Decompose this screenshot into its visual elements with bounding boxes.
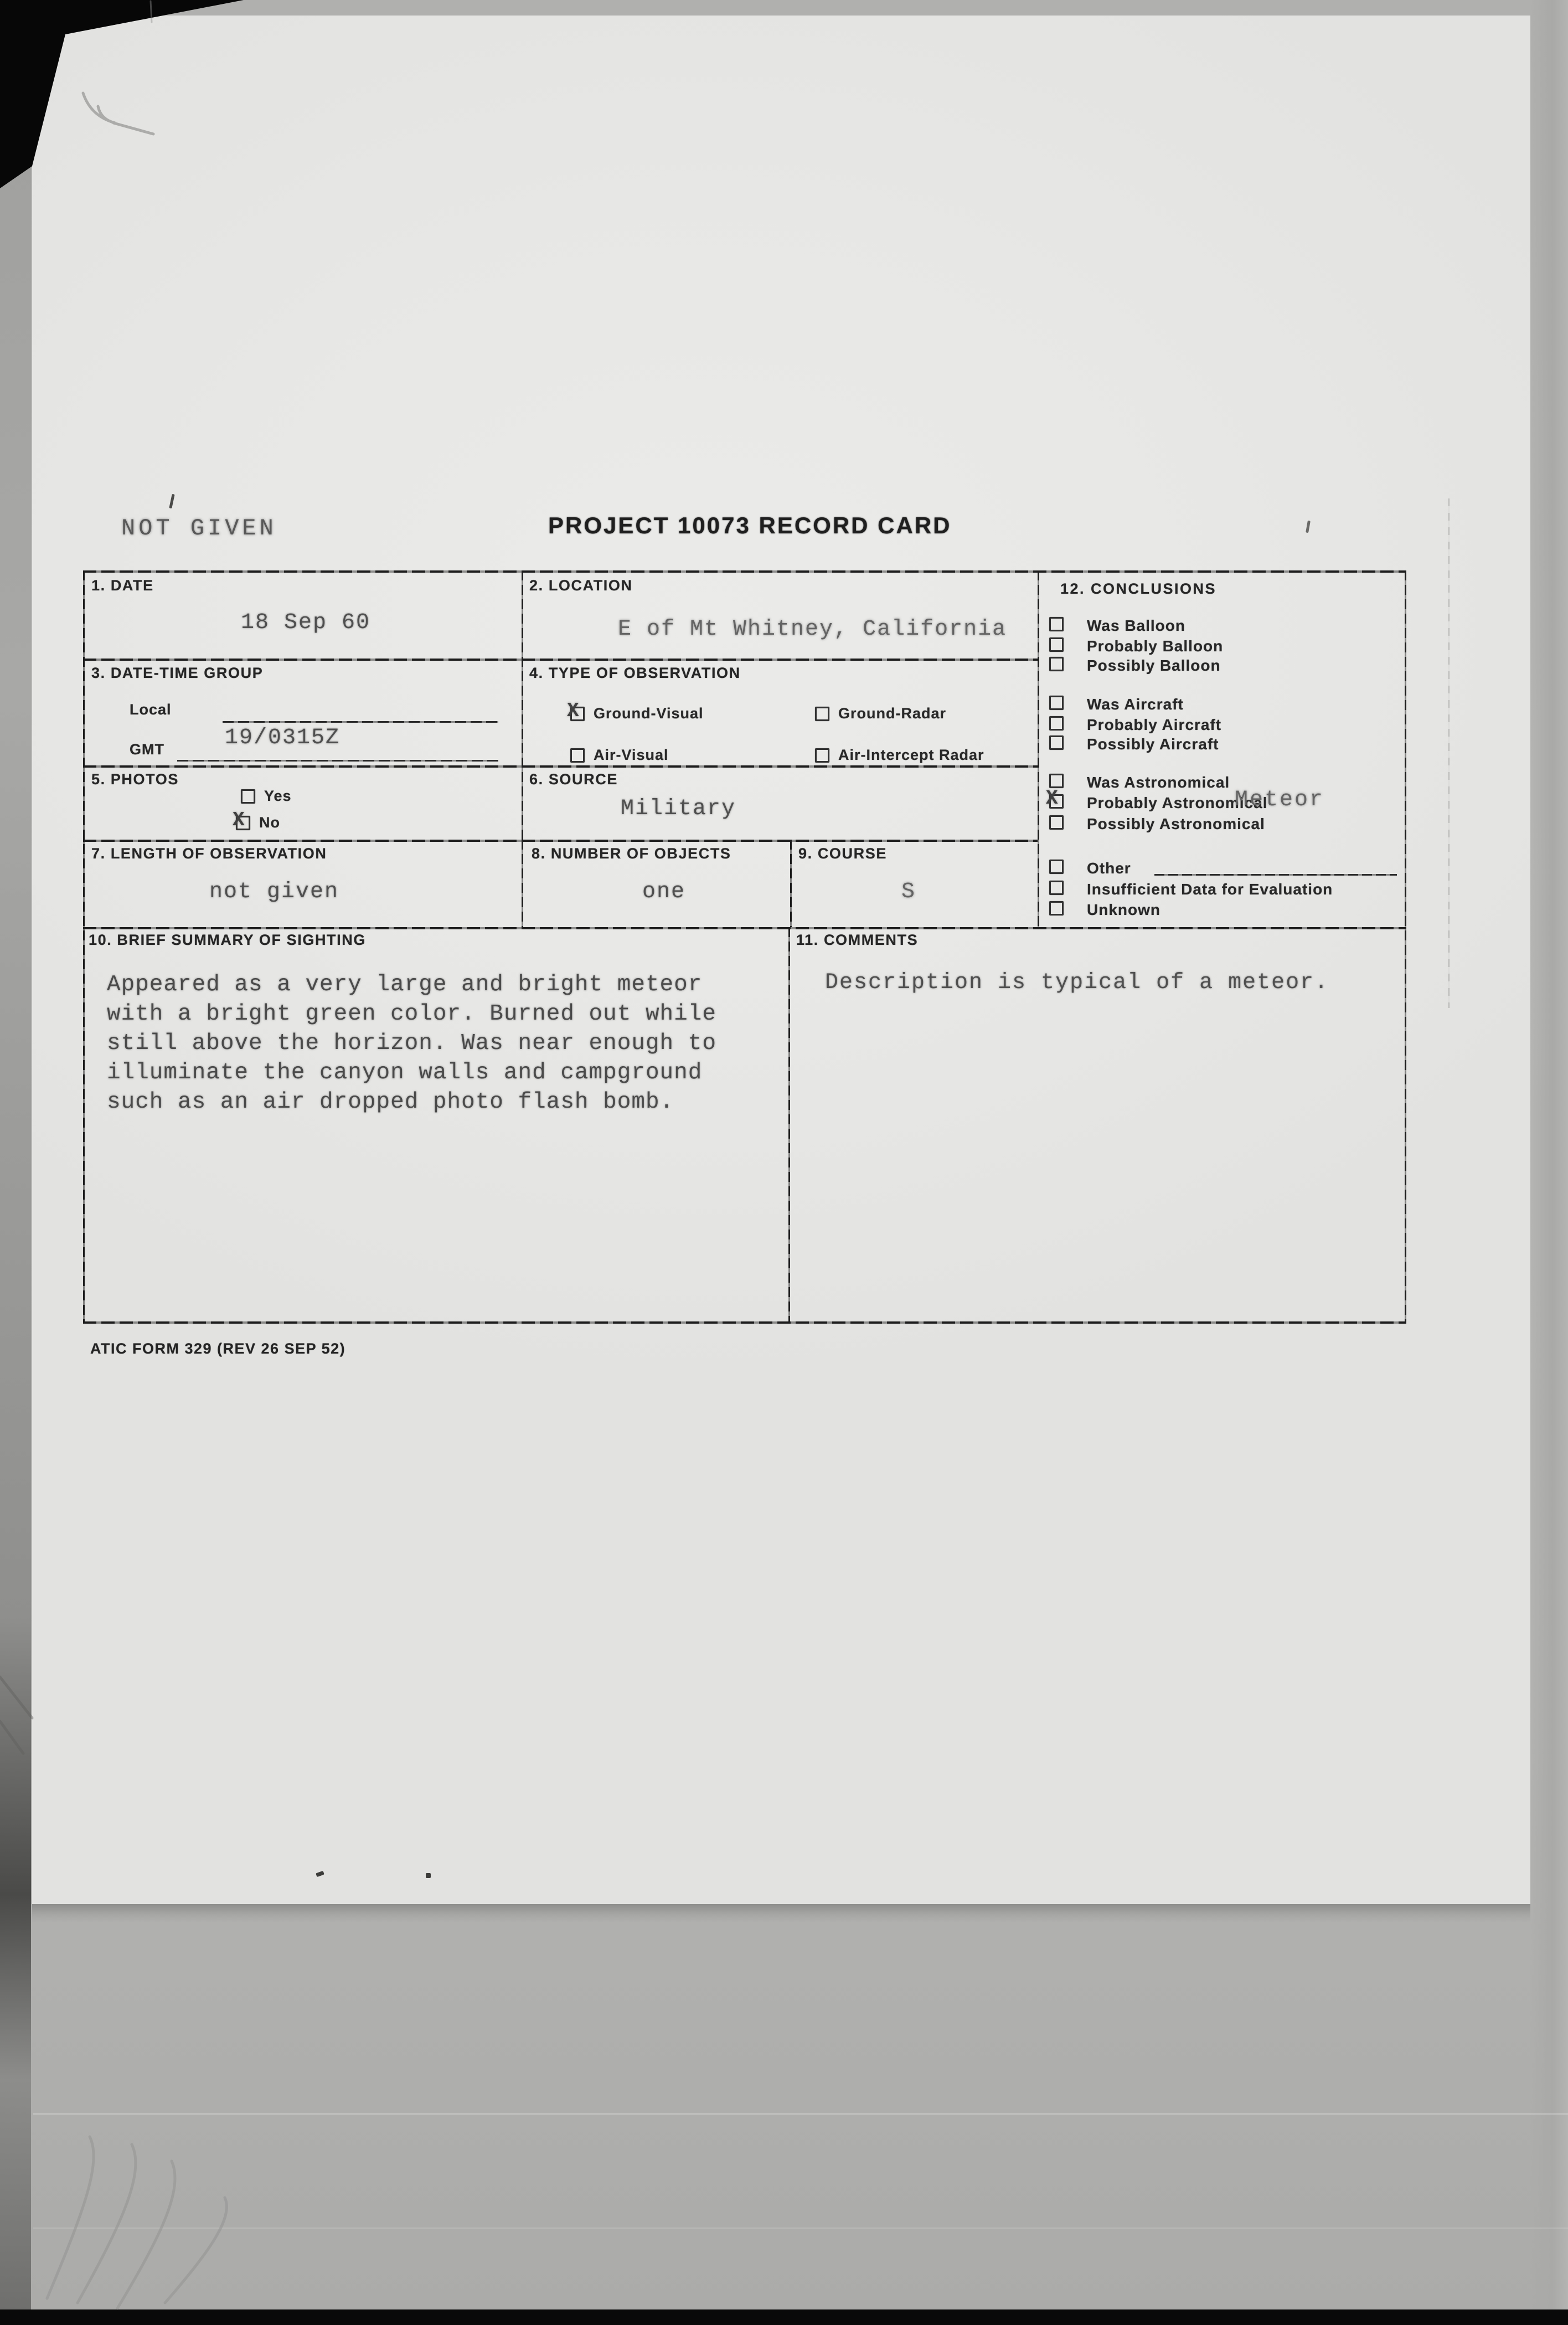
number-of-objects-value: one <box>642 879 686 904</box>
scan-bottom-edge <box>0 2309 1568 2325</box>
option-ground-radar: Ground-Radar <box>815 705 946 722</box>
conclusion-unknown: Unknown <box>1049 901 1160 919</box>
handwritten-note: NOT GIVEN <box>121 515 277 542</box>
conclusion-was-astronomical: Was Astronomical <box>1049 774 1230 791</box>
dust-speck <box>426 1873 431 1878</box>
checkbox-icon <box>1049 657 1064 671</box>
checkbox-icon <box>1049 815 1064 830</box>
checkbox-icon <box>1049 637 1064 652</box>
checkbox-icon <box>1049 735 1064 750</box>
summary-line: still above the horizon. Was near enough to <box>107 1031 716 1056</box>
column-divider <box>790 840 792 927</box>
conclusion-was-aircraft: Was Aircraft <box>1049 696 1184 713</box>
conclusion-probably-astronomical: X Probably Astronomical <box>1046 787 1268 811</box>
row-divider <box>83 765 1038 768</box>
page-bottom-shadow <box>32 1904 1530 1923</box>
conclusion-possibly-aircraft: Possibly Aircraft <box>1049 735 1219 753</box>
checkbox-icon <box>815 748 829 763</box>
date-time-group-label: 3. DATE-TIME GROUP <box>91 665 264 681</box>
conclusion-insufficient-data: Insufficient Data for Evaluation <box>1049 881 1333 898</box>
record-card <box>83 570 1406 1324</box>
conclusion-possibly-balloon: Possibly Balloon <box>1049 657 1221 675</box>
course-label: 9. COURSE <box>798 845 887 862</box>
card-border-left <box>83 570 85 1324</box>
scan-right-edge <box>1529 0 1568 2311</box>
gmt-blank-line <box>177 760 498 762</box>
page-title: PROJECT 10073 RECORD CARD <box>548 512 952 538</box>
summary-line: illuminate the canyon walls and campground <box>107 1060 703 1086</box>
film-scratch <box>33 2113 1568 2115</box>
length-of-observation-label: 7. LENGTH OF OBSERVATION <box>91 845 327 862</box>
source-label: 6. SOURCE <box>529 771 618 788</box>
local-blank-line <box>223 721 498 723</box>
checkbox-icon <box>570 748 585 763</box>
form-id: ATIC FORM 329 (REV 26 SEP 52) <box>90 1340 346 1357</box>
checkbox-icon <box>1046 787 1064 810</box>
checkbox-icon <box>1049 696 1064 710</box>
local-label: Local <box>130 701 172 718</box>
checkbox-icon <box>1049 881 1064 895</box>
conclusion-other: Other <box>1049 860 1397 877</box>
checkbox-icon <box>815 707 829 721</box>
column-divider <box>522 840 523 927</box>
source-value: Military <box>621 796 736 821</box>
photos-label: 5. PHOTOS <box>91 771 179 788</box>
option-ground-visual: X Ground-Visual <box>567 699 704 722</box>
checkbox-x-mark: X <box>567 699 579 722</box>
location-value: E of Mt Whitney, California <box>618 617 1007 642</box>
conclusion-was-balloon: Was Balloon <box>1049 617 1185 635</box>
gmt-label: GMT <box>130 741 164 758</box>
checkbox-icon <box>1049 716 1064 731</box>
comments-label: 11. COMMENTS <box>796 932 919 948</box>
conclusion-probably-balloon: Probably Balloon <box>1049 637 1223 655</box>
brief-summary-text <box>107 970 777 1117</box>
checkbox-icon <box>1049 774 1064 788</box>
film-scratch <box>33 2228 1568 2229</box>
paper-crease <box>1448 498 1450 1008</box>
course-value: S <box>901 879 916 904</box>
option-air-visual: Air-Visual <box>570 747 669 764</box>
row-divider <box>83 840 1038 842</box>
card-border-top <box>83 570 1406 573</box>
summary-line: with a bright green color. Burned out while <box>107 1001 716 1027</box>
row-divider <box>83 659 1038 661</box>
summary-line: Appeared as a very large and bright meteor <box>107 972 703 997</box>
brief-summary-label: 10. BRIEF SUMMARY OF SIGHTING <box>89 932 366 948</box>
checkbox-icon <box>233 808 250 831</box>
type-of-observation-label: 4. TYPE OF OBSERVATION <box>529 665 741 681</box>
option-photos-yes: Yes <box>241 788 292 805</box>
conclusion-probably-aircraft: Probably Aircraft <box>1049 716 1221 734</box>
other-blank-line <box>1154 874 1397 876</box>
conclusion-possibly-astronomical: Possibly Astronomical <box>1049 815 1265 833</box>
checkbox-x-mark: X <box>233 808 245 831</box>
summary-line: such as an air dropped photo flash bomb. <box>107 1089 674 1115</box>
gmt-value: 19/0315Z <box>225 726 341 750</box>
card-border-bottom <box>83 1321 1406 1324</box>
checkbox-icon <box>241 789 255 804</box>
date-label: 1. DATE <box>91 577 154 594</box>
column-divider <box>788 927 790 1321</box>
column-divider <box>1038 570 1039 927</box>
number-of-objects-label: 8. NUMBER OF OBJECTS <box>532 845 731 862</box>
option-photos-no: X No <box>233 808 280 831</box>
card-border-right <box>1405 570 1406 1324</box>
checkbox-icon <box>1049 617 1064 631</box>
comments-value: Description is typical of a meteor. <box>825 970 1329 995</box>
checkbox-icon <box>567 699 585 722</box>
date-value: 18 Sep 60 <box>241 610 371 635</box>
checkbox-icon <box>1049 860 1064 874</box>
conclusions-label: 12. CONCLUSIONS <box>1060 580 1217 597</box>
checkbox-icon <box>1049 901 1064 915</box>
location-label: 2. LOCATION <box>529 577 633 594</box>
checkbox-x-mark: X <box>1046 787 1058 810</box>
column-divider <box>522 570 523 840</box>
conclusion-annotation: Meteor <box>1235 788 1325 812</box>
length-of-observation-value: not given <box>209 879 339 904</box>
option-air-intercept-radar: Air-Intercept Radar <box>815 747 984 764</box>
scan-left-edge <box>0 0 31 2311</box>
row-divider <box>83 927 1406 929</box>
